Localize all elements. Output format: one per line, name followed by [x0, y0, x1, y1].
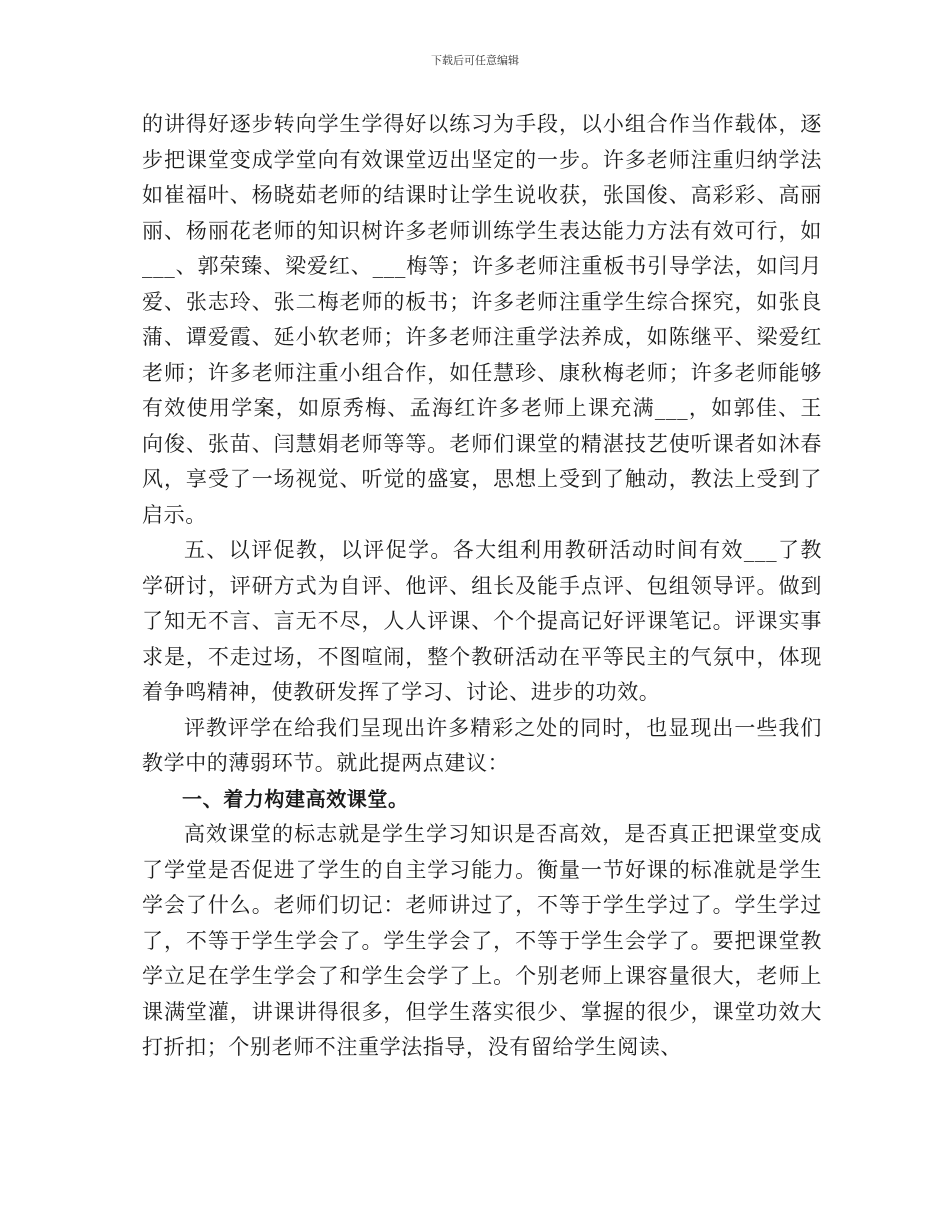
- paragraph-suggestions-intro: 评教评学在给我们呈现出许多精彩之处的同时，也显现出一些我们教学中的薄弱环节。就此提两点建议：: [142, 715, 822, 775]
- paragraph-section-five: 五、以评促教，以评促学。各大组利用教研活动时间有效___了教学研讨，评研方式为自评、他评、组长及能手点评、包组领导评。做到了知无不言、言无不尽，人人评课、个个提高记好评课笔记。评课实事求是，不走过场，不图喧闹，整个教研活动在平等民主的气氛中，体现着争鸣精神，使教研发挥了学习、讨论、进步的功效。: [142, 538, 822, 704]
- paragraph-continuation: 的讲得好逐步转向学生学得好以练习为手段，以小组合作当作载体，逐步把课堂变成学堂向有效课堂迈出坚定的一步。许多老师注重归纳学法如崔福叶、杨晓茹老师的结课时让学生说收获，张国俊、高彩彩、高丽丽、杨丽花老师的知识树许多老师训练学生表达能力方法有效可行，如___、郭荣臻、梁爱红、___梅等；许多老师注重板书引导学法，如闫月爱、张志玲、张二梅老师的板书；许多老师注重学生综合探究，如张良蒲、谭爱霞、延小软老师；许多老师注重学法养成，如陈继平、梁爱红老师；许多老师注重小组合作，如任慧珍、康秋梅老师；许多老师能够有效使用学案，如原秀梅、孟海红许多老师上课充满___，如郭佳、王向俊、张苗、闫慧娟老师等等。老师们课堂的精湛技艺使听课者如沐春风，享受了一场视觉、听觉的盛宴，思想上受到了触动，教法上受到了启示。: [142, 112, 822, 527]
- page-header: 下载后可任意编辑: [431, 54, 519, 67]
- section-heading: 一、着力构建高效课堂。: [182, 786, 409, 811]
- document-body: [142, 107, 822, 1066]
- paragraph-efficient-classroom: 高效课堂的标志就是学生学习知识是否高效，是否真正把课堂变成了学堂是否促进了学生的自主学习能力。衡量一节好课的标准就是学生学会了什么。老师们切记：老师讲过了，不等于学生学过了。学生学过了，不等于学生学会了。学生学会了，不等于学生会学了。要把课堂教学立足在学生学会了和学生会学了上。个别老师上课容量很大，老师上课满堂灌，讲课讲得很多，但学生落实很少、掌握的很少，课堂功效大打折扣；个别老师不注重学法指导，没有留给学生阅读、: [142, 822, 822, 1059]
